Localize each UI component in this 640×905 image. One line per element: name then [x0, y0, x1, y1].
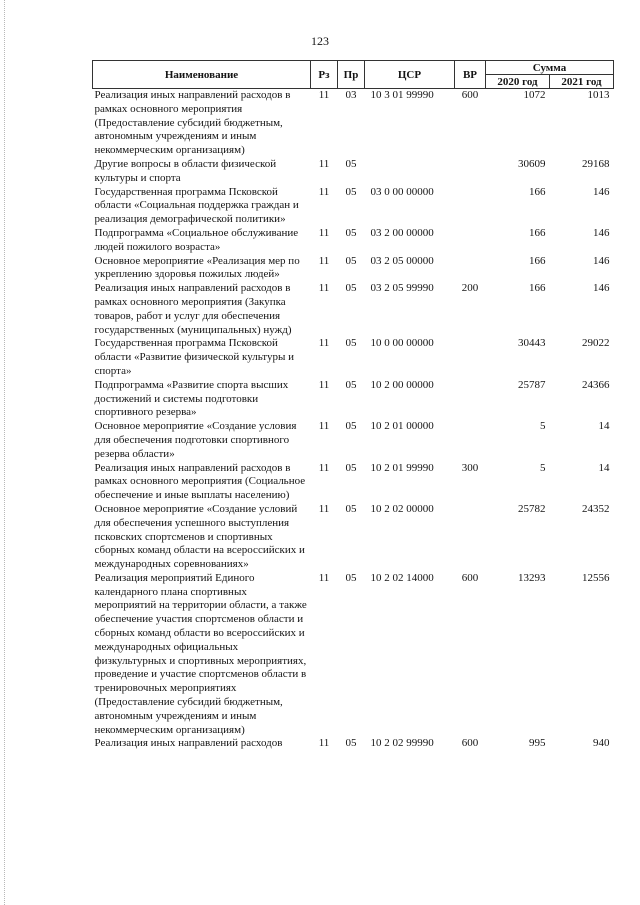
cell-name: Государственная программа Псковской области «Социальная поддержка граждан и реализация демографической политики» — [94, 185, 299, 226]
scan-edge-line — [4, 0, 5, 905]
cell-vr — [455, 158, 486, 186]
cell-pr: 05 — [345, 378, 357, 391]
cell-name: Другие вопросы в области физической культуры и спорта — [94, 157, 277, 184]
cell-pr: 05 — [345, 461, 357, 474]
header-pr: Пр — [338, 61, 365, 89]
cell-pr: 03 — [338, 89, 365, 158]
cell-csr: 03 2 05 99990 — [370, 282, 434, 295]
cell-vr: 200 — [461, 282, 479, 295]
cell-csr: 03 0 00 00000 — [370, 185, 434, 198]
cell-csr — [365, 158, 455, 186]
cell-csr: 10 2 02 99990 — [370, 737, 434, 750]
cell-name: Государственная программа Псковской области «Развитие физической культуры и спорта» — [94, 337, 294, 377]
cell-vr — [455, 379, 486, 420]
cell-2020: 166 — [529, 185, 546, 198]
cell-2020: 25782 — [518, 502, 546, 515]
budget-table — [92, 60, 614, 751]
cell-2021: 12556 — [582, 571, 610, 584]
cell-pr: 05 — [345, 157, 357, 170]
table-row — [93, 379, 614, 420]
cell-2020: 30609 — [518, 157, 546, 170]
table-row — [93, 337, 614, 378]
cell-pr: 05 — [345, 571, 357, 584]
cell-2020: 30443 — [518, 337, 546, 350]
table-row — [93, 158, 614, 186]
cell-pr: 05 — [345, 282, 357, 295]
cell-vr: 600 — [461, 571, 479, 584]
table-body — [93, 89, 614, 752]
cell-2020: 1072 — [486, 89, 550, 158]
header-2020: 2020 год — [486, 75, 550, 89]
cell-rz: 11 — [318, 378, 330, 391]
cell-2020: 13293 — [518, 571, 546, 584]
cell-2020: 166 — [529, 226, 546, 239]
cell-2021: 146 — [593, 226, 610, 239]
cell-csr: 10 2 01 00000 — [370, 420, 434, 433]
header-csr: ЦСР — [365, 61, 455, 89]
cell-2021: 146 — [593, 254, 610, 267]
cell-rz: 11 — [318, 282, 330, 295]
cell-pr: 05 — [345, 737, 357, 750]
cell-2021: 14 — [598, 420, 610, 433]
cell-pr: 05 — [345, 254, 357, 267]
cell-rz: 11 — [318, 226, 330, 239]
table-row — [93, 737, 614, 751]
cell-name: Реализация иных направлений расходов в рамках основного мероприятия (Предоставление субсидий бюджетным, автономным учреждениям и иным некоммерческим организациям) — [93, 89, 311, 158]
cell-2021: 29168 — [582, 157, 610, 170]
cell-vr: 600 — [455, 89, 486, 158]
cell-csr: 10 2 02 14000 — [370, 571, 434, 584]
table-row — [93, 572, 614, 738]
table-row — [93, 420, 614, 461]
cell-vr — [455, 337, 486, 378]
header-name: Наименование — [93, 61, 311, 89]
cell-2021: 24366 — [582, 378, 610, 391]
cell-vr — [455, 227, 486, 255]
cell-rz: 11 — [311, 89, 338, 158]
cell-2020: 5 — [540, 461, 546, 474]
cell-name: Основное мероприятие «Создание условия для обеспечения подготовки спортивного резерва области» — [94, 420, 297, 460]
cell-vr — [455, 503, 486, 572]
cell-2020: 5 — [540, 420, 546, 433]
cell-pr: 05 — [345, 420, 357, 433]
cell-pr: 05 — [345, 185, 357, 198]
cell-pr: 05 — [345, 226, 357, 239]
cell-rz: 11 — [318, 502, 330, 515]
table-row — [93, 89, 614, 158]
table-row — [93, 503, 614, 572]
table-row — [93, 186, 614, 227]
header-2021: 2021 год — [550, 75, 614, 89]
table-row — [93, 255, 614, 283]
cell-name: Реализация иных направлений расходов — [94, 737, 283, 750]
cell-2021: 146 — [593, 282, 610, 295]
cell-pr: 05 — [345, 337, 357, 350]
cell-name: Основное мероприятие «Создание условий для обеспечения успешного выступления псковских спортсменов и спортивных сборных команд области на всероссийских и международных соревнованиях» — [94, 502, 305, 571]
header-sum: Сумма — [486, 61, 614, 75]
cell-2020: 166 — [529, 254, 546, 267]
cell-name: Основное мероприятие «Реализация мер по укреплению здоровья пожилых людей» — [94, 254, 300, 281]
cell-2020: 166 — [529, 282, 546, 295]
table-row — [93, 462, 614, 503]
cell-2021: 29022 — [582, 337, 610, 350]
cell-2020: 25787 — [518, 378, 546, 391]
cell-2021: 14 — [598, 461, 610, 474]
cell-vr — [455, 186, 486, 227]
table-header — [93, 61, 614, 89]
page-number: 123 — [311, 34, 329, 48]
header-rz: Рз — [311, 61, 338, 89]
cell-rz: 11 — [318, 571, 330, 584]
cell-2021: 146 — [593, 185, 610, 198]
table-row — [93, 282, 614, 337]
cell-rz: 11 — [318, 420, 330, 433]
cell-pr: 05 — [345, 502, 357, 515]
cell-vr — [455, 420, 486, 461]
cell-csr: 10 0 00 00000 — [370, 337, 434, 350]
cell-name: Реализация иных направлений расходов в рамках основного мероприятия (Закупка товаров, работ и услуг для обеспечения государственных (муниципальных) нужд) — [94, 282, 292, 336]
table-row — [93, 227, 614, 255]
cell-rz: 11 — [318, 337, 330, 350]
cell-name: Подпрограмма «Развитие спорта высших достижений и системы подготовки спортивного резерва» — [94, 378, 289, 419]
header-vr: ВР — [455, 61, 486, 89]
cell-name: Реализация мероприятий Единого календарного плана спортивных мероприятий на территории области, а также обеспечение участия спортсменов области и сборных команд области во всероссийских и международных официальных физкультурных и спортивных мероприятиях, проведение и участие спортсменов области в тренировочных мероприятиях (Предоставление субсидий бюджетным, автономным учреждениям и иным некоммерческим организациям) — [94, 571, 307, 736]
cell-name: Реализация иных направлений расходов в рамках основного мероприятия (Социальное обеспечение и иные выплаты населению) — [94, 461, 306, 502]
cell-csr: 10 3 01 99990 — [365, 89, 455, 158]
cell-2021: 940 — [593, 737, 610, 750]
cell-rz: 11 — [318, 461, 330, 474]
cell-csr: 10 2 00 00000 — [370, 378, 434, 391]
cell-rz: 11 — [318, 157, 330, 170]
cell-csr: 03 2 05 00000 — [370, 254, 434, 267]
cell-2021: 1013 — [550, 89, 614, 158]
cell-name: Подпрограмма «Социальное обслуживание людей пожилого возраста» — [94, 226, 299, 253]
cell-vr: 300 — [461, 461, 479, 474]
cell-csr: 10 2 01 99990 — [370, 461, 434, 474]
cell-rz: 11 — [318, 737, 330, 750]
cell-vr — [455, 255, 486, 283]
cell-2021: 24352 — [582, 502, 610, 515]
cell-rz: 11 — [318, 185, 330, 198]
cell-vr: 600 — [461, 737, 479, 750]
cell-csr: 10 2 02 00000 — [370, 502, 434, 515]
cell-2020: 995 — [529, 737, 546, 750]
cell-rz: 11 — [318, 254, 330, 267]
cell-csr: 03 2 00 00000 — [370, 226, 434, 239]
